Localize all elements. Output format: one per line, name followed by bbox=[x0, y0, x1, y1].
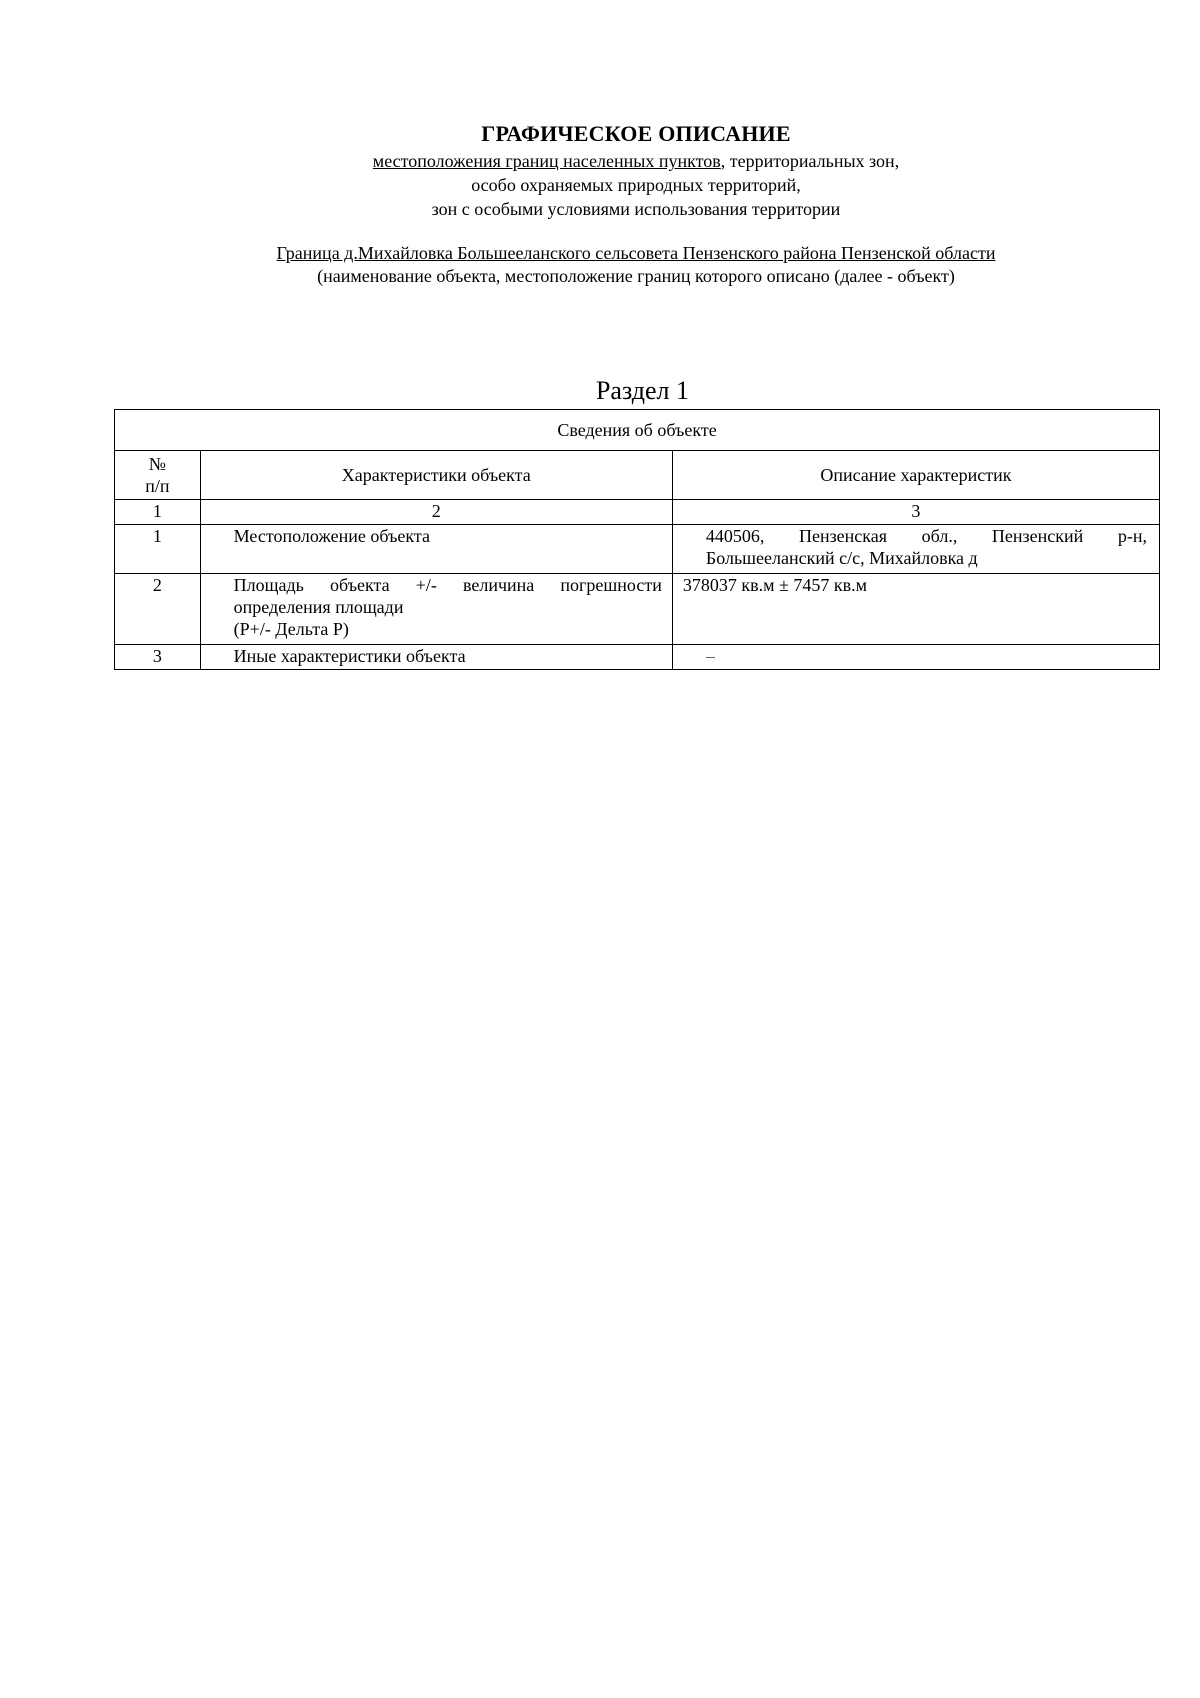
column-number: 1 bbox=[115, 500, 201, 525]
row-description bbox=[672, 525, 1159, 574]
row-characteristic bbox=[200, 645, 672, 670]
row-description-text: 378037 кв.м ± 7457 кв.м bbox=[682, 575, 868, 595]
subtitle-rest-part: , территориальных зон, bbox=[720, 151, 900, 171]
object-name-text: Граница д.Михайловка Большееланского сельсовета Пензенского района Пензенской области bbox=[276, 243, 996, 263]
header-characteristic: Характеристики объекта bbox=[200, 451, 672, 500]
object-info-table bbox=[114, 409, 1160, 670]
section-heading: Раздел 1 bbox=[595, 376, 690, 405]
row-characteristic bbox=[200, 574, 672, 645]
table-row bbox=[115, 574, 1160, 645]
document-subtitle bbox=[0, 149, 1200, 221]
row-characteristic bbox=[200, 525, 672, 574]
column-number: 3 bbox=[672, 500, 1159, 525]
row-description bbox=[672, 574, 1159, 645]
header-no bbox=[115, 451, 201, 500]
row-characteristic-extra: (Р+/- Дельта Р) bbox=[233, 619, 349, 639]
row-no: 2 bbox=[115, 574, 201, 645]
subtitle-line-1 bbox=[0, 149, 1200, 173]
subtitle-line-3: зон с особыми условиями использования территории bbox=[431, 199, 841, 219]
row-description-text: – bbox=[705, 646, 715, 666]
column-number-row bbox=[115, 500, 1160, 525]
table-row bbox=[115, 525, 1160, 574]
row-characteristic-text: Площадь объекта +/- величина погрешности определения площади bbox=[233, 575, 662, 617]
row-no: 3 bbox=[115, 645, 201, 670]
column-number: 2 bbox=[200, 500, 672, 525]
row-characteristic-text: Местоположение объекта bbox=[233, 526, 430, 546]
subtitle-underlined-part: местоположения границ населенных пунктов bbox=[372, 151, 721, 171]
table-header-row bbox=[115, 451, 1160, 500]
row-description bbox=[672, 645, 1159, 670]
table-row bbox=[115, 645, 1160, 670]
object-name bbox=[0, 242, 1200, 264]
table-caption: Сведения об объекте bbox=[115, 410, 1160, 451]
row-characteristic-text: Иные характеристики объекта bbox=[233, 646, 466, 666]
document-title: ГРАФИЧЕСКОЕ ОПИСАНИЕ bbox=[481, 121, 791, 146]
table-caption-row bbox=[115, 410, 1160, 451]
row-no: 1 bbox=[115, 525, 201, 574]
row-description-text: 440506, Пензенская обл., Пензенский р-н, Большееланский с/с, Михайловка д bbox=[705, 526, 1147, 568]
object-name-caption: (наименование объекта, местоположение границ которого описано (далее - объект) bbox=[317, 266, 955, 286]
header-description: Описание характеристик bbox=[672, 451, 1159, 500]
header-no-text: № п/п bbox=[145, 454, 170, 496]
subtitle-line-2: особо охраняемых природных территорий, bbox=[471, 175, 801, 195]
